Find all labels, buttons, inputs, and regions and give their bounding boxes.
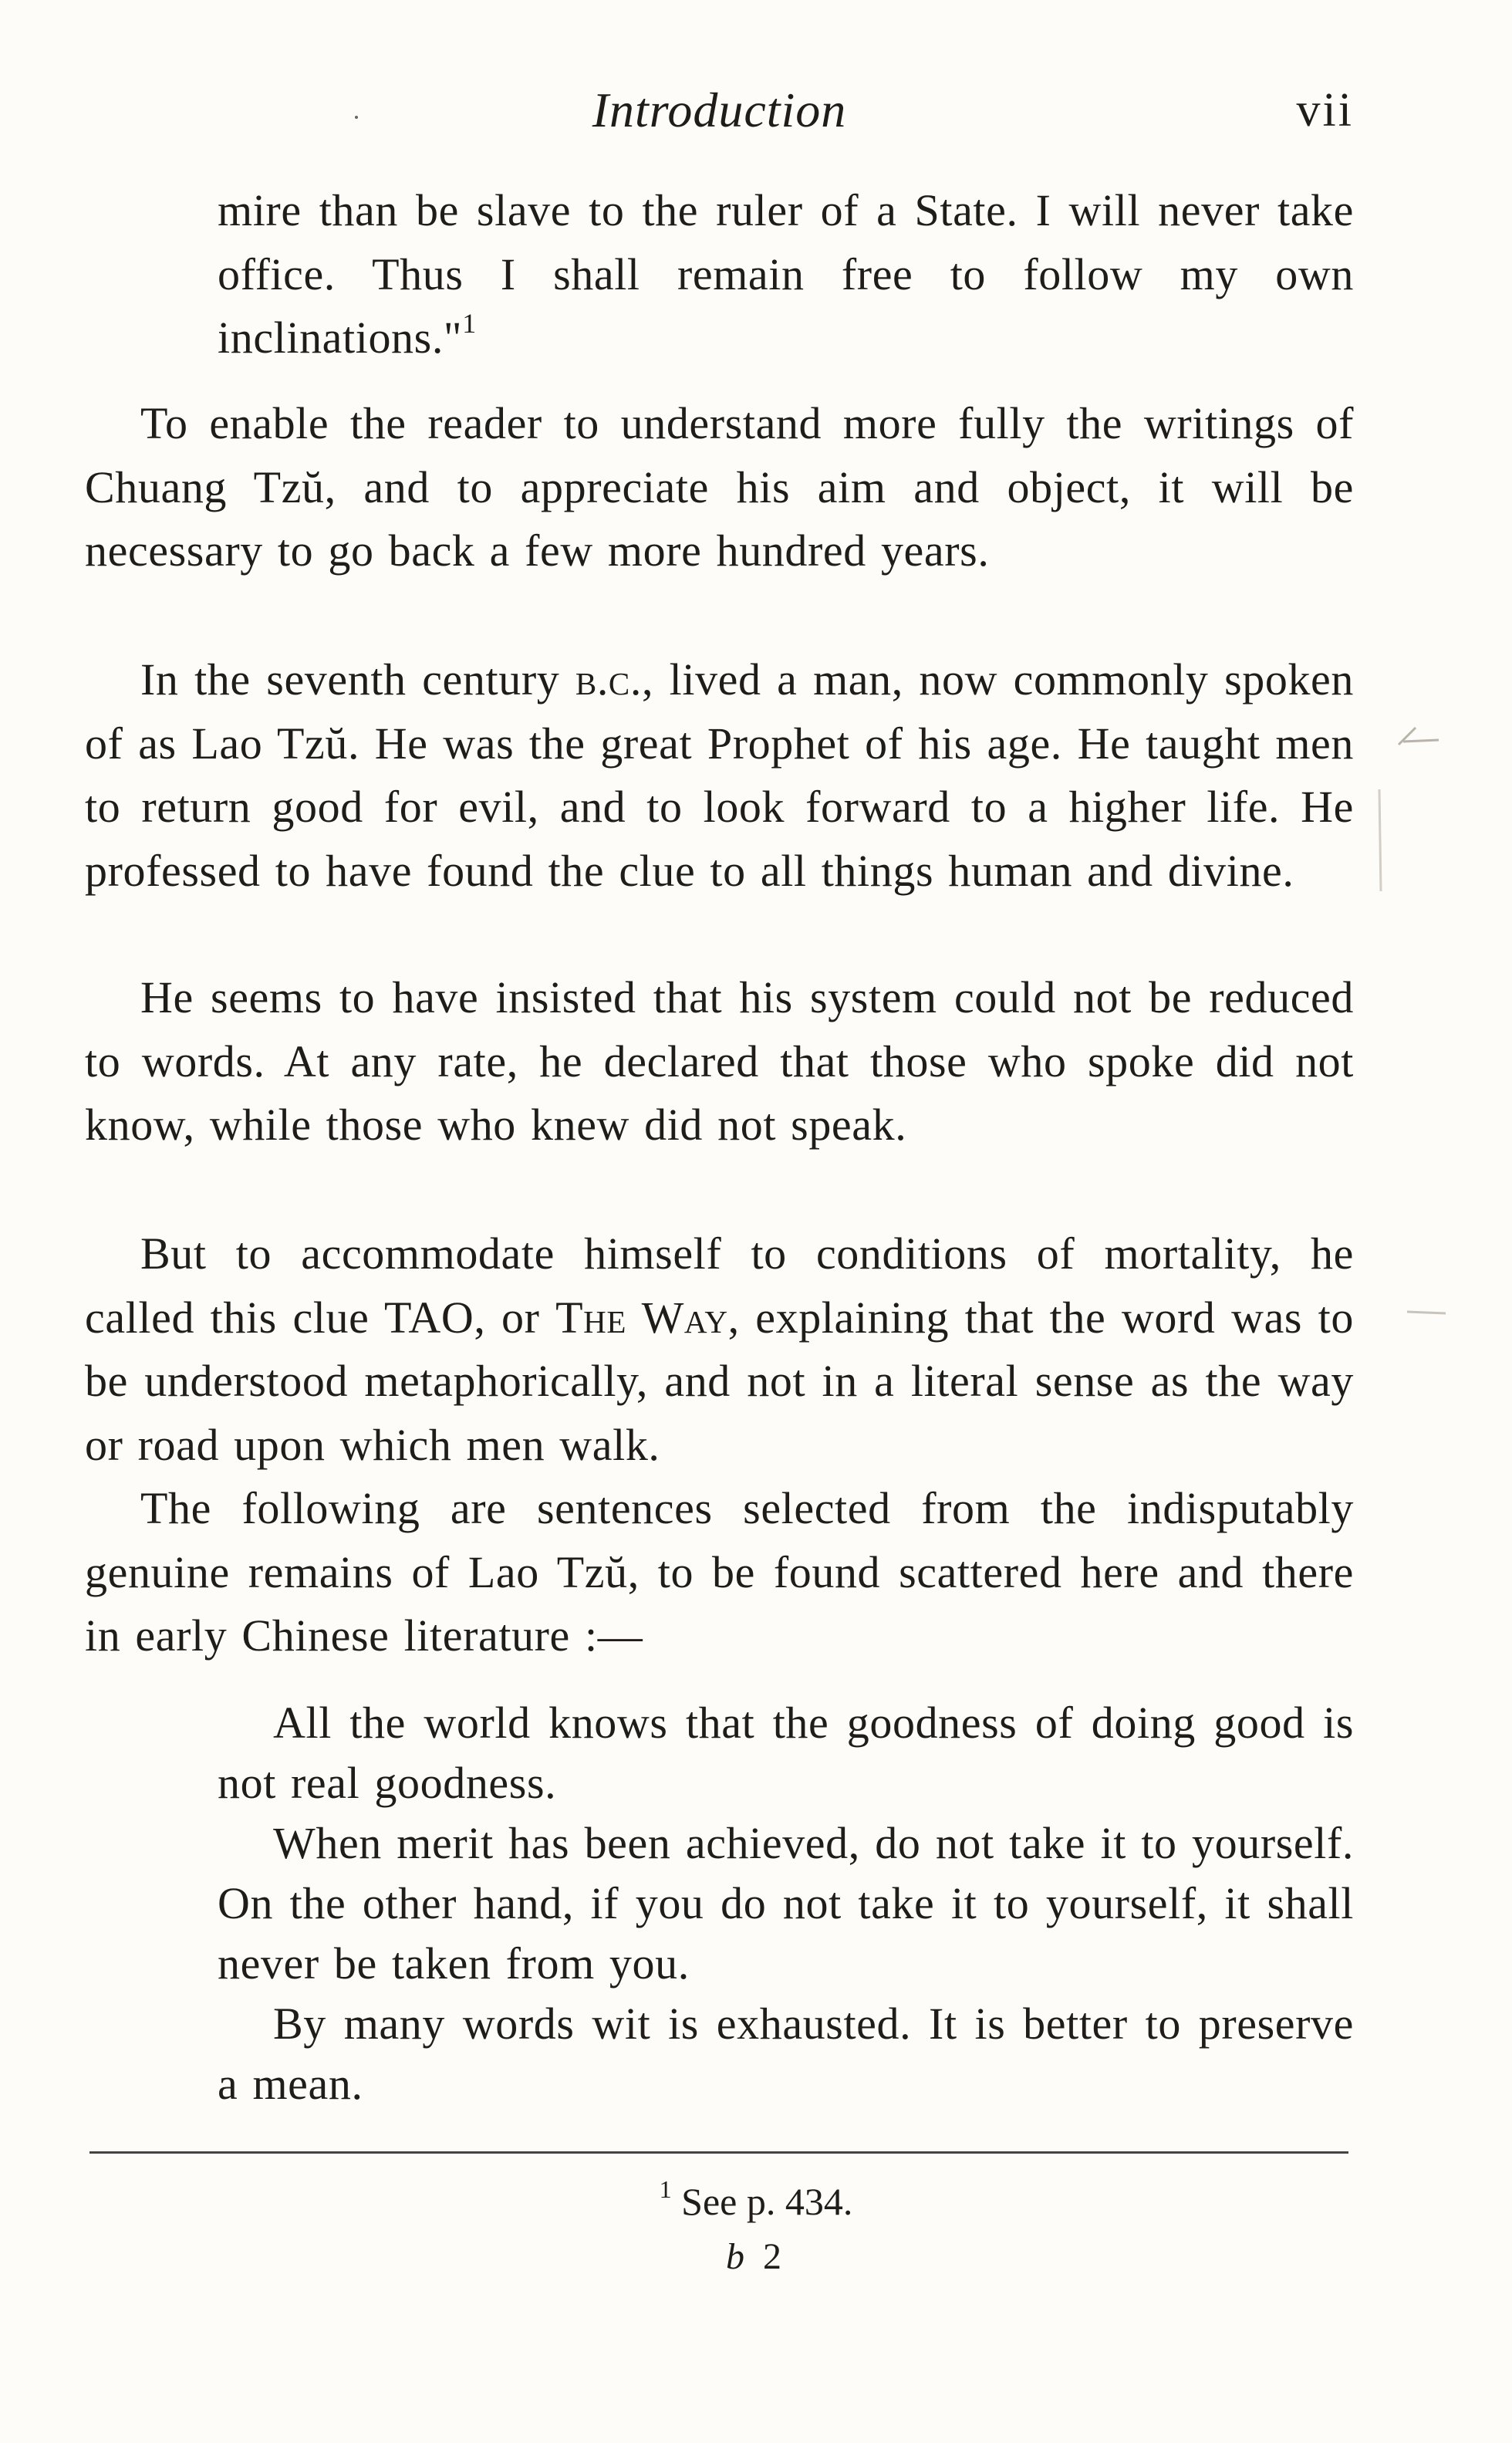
pencil-mark (1392, 721, 1446, 752)
footnote-reference: 1 (462, 308, 477, 339)
signature-letter: b (726, 2236, 749, 2277)
page-number: vii (1296, 84, 1354, 137)
paragraph-continuation (218, 179, 1354, 370)
paragraph-text: mire than be slave to the ruler of a State. I will never take office. Thus I shall remain free to follow my own inclinations." (218, 185, 1354, 363)
paragraph-text: In the seventh century (140, 654, 575, 705)
the-way-term: The Way (555, 1292, 728, 1343)
pencil-mark (1404, 1304, 1450, 1319)
quotation-item: When merit has been achieved, do not take it to yourself. On the other hand, if you do not take it to yourself, it shall never be taken from you. (218, 1818, 1354, 1989)
paragraph-text: But to accommodate himself to conditions of mortality, he called this clue TAO, or (85, 1228, 1354, 1343)
signature-number: 2 (763, 2236, 786, 2277)
footnote (0, 2176, 1512, 2227)
footnote-marker: 1 (659, 2175, 672, 2203)
paragraph-chuang-tzu (85, 392, 1354, 583)
quotation-block (218, 1693, 1354, 2114)
printer-signature (0, 2232, 1512, 2282)
running-title: Introduction (592, 83, 847, 137)
paragraph-sentences-intro (85, 1477, 1354, 1668)
footnote-text: See p. 434. (681, 2180, 853, 2223)
page-header (85, 76, 1354, 145)
quotation-item: By many words wit is exhausted. It is better to preserve a mean. (218, 1999, 1354, 2109)
paragraph-lao-tzu (85, 648, 1354, 903)
paragraph-tao (85, 1222, 1354, 1477)
quotation-item: All the world knows that the goodness of doing good is not real goodness. (218, 1698, 1354, 1808)
pencil-mark (1373, 783, 1389, 899)
era-abbreviation: b.c. (575, 654, 642, 705)
footnote-rule (89, 2151, 1348, 2154)
paragraph-text: , explaining that the word was to be understood metaphorically, and not in a literal sense as the way or road upon which men walk. (85, 1292, 1354, 1470)
paragraph-text: The following are sentences selected from the indisputably genuine remains of Lao Tzŭ, to be found scattered here and there in early Chinese literature :— (85, 1483, 1354, 1661)
paragraph-text: To enable the reader to understand more fully the writings of Chuang Tzŭ, and to appreciate his aim and object, it will be necessary to go back a few more hundred years. (85, 398, 1354, 576)
ink-speck (355, 116, 358, 119)
paragraph-text: He seems to have insisted that his system could not be reduced to words. At any rate, he declared that those who spoke did not know, while those who knew did not speak. (85, 972, 1354, 1150)
paragraph-system (85, 966, 1354, 1157)
paragraph-text: , lived a man, now commonly spoken of as Lao Tzŭ. He was the great Prophet of his age. He taught men to return good for evil, and to look forward to a higher life. He professed to have found the clue to all things human and divine. (85, 654, 1354, 896)
